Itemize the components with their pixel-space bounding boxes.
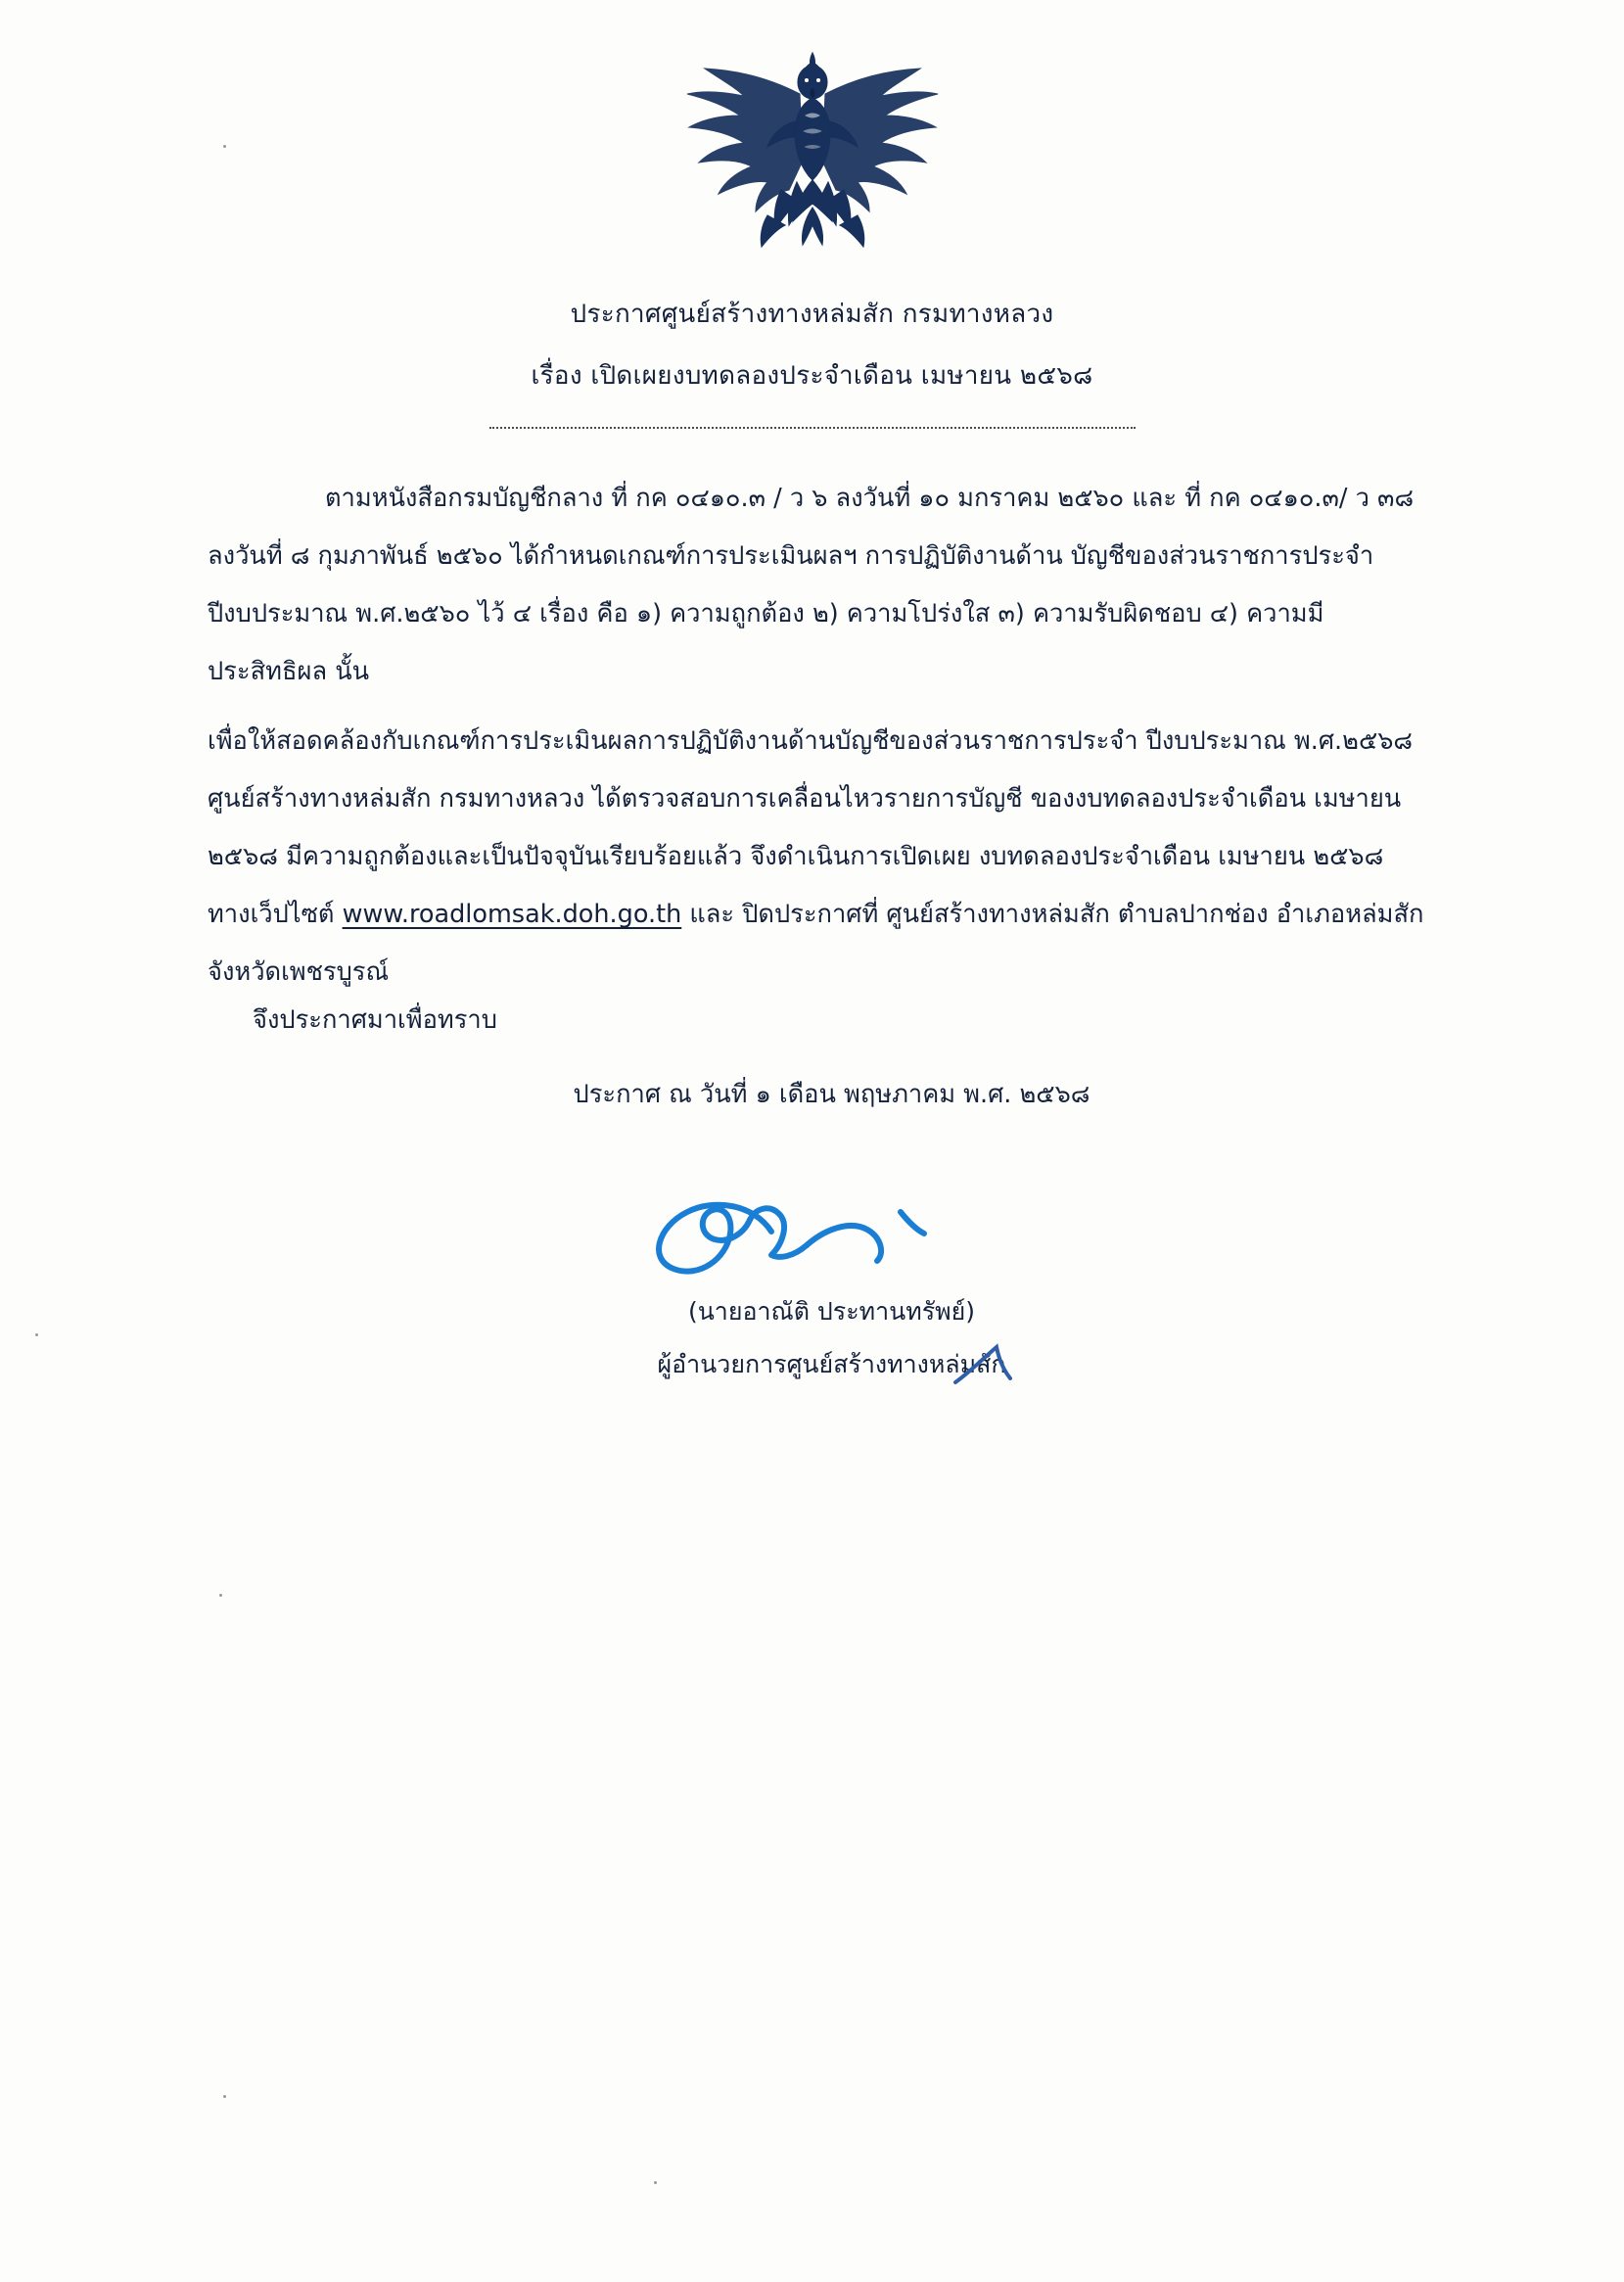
paragraph-1: ตามหนังสือกรมบัญชีกลาง ที่ กค ๐๔๑๐.๓ / ว ๖ ลงวันที่ ๑๐ มกราคม ๒๕๖๐ และ ที่ กค ๐๔๑๐.๓/ ว ๓๘ ลงวันที่ ๘ กุมภาพันธ์ ๒๕๖๐ ได้กำหนดเกณฑ์การประเมินผลฯ การปฏิบัติงานด้าน บัญชีของส่วนราชการประจำปีงบประมาณ พ.ศ.๒๕๖๐ ไว้ ๔ เรื่อง คือ ๑) ความถูกต้อง ๒) ความโปร่งใส ๓) ความรับผิดชอบ ๔) ความมีประสิทธิผล นั้น [208, 484, 1415, 686]
document-header [0, 294, 1624, 396]
website-link[interactable]: www.roadlomsak.doh.go.th [342, 900, 682, 929]
paragraph-2 [208, 713, 1428, 1001]
signer-title [0, 1345, 1624, 1384]
document-body [208, 470, 1428, 1013]
scan-speck [654, 2181, 657, 2184]
signer-name: (นายอาณัติ ประทานทรัพย์) [687, 1297, 976, 1326]
handwritten-signature [607, 1175, 1018, 1282]
garuda-emblem [0, 43, 1624, 268]
dotted-divider [489, 427, 1136, 429]
signature-flourish [950, 1339, 1038, 1388]
signer-title-text: ผู้อำนวยการศูนย์สร้างทางหล่มสัก [657, 1350, 1006, 1378]
announcement-subject: เรื่อง เปิดเผยงบทดลองประจำเดือน เมษายน ๒๕๖๘ [531, 361, 1093, 391]
paragraph-2-part1: เพื่อให้สอดคล้องกับเกณฑ์การประเมินผลการปฏิบัติงานด้านบัญชีของส่วนราชการประจำ ปีงบประมาณ พ.ศ.๒๕๖๘ ศูนย์สร้างทางหล่มสัก กรมทางหลวง ได้ตรวจสอบการเคลื่อนไหวรายการบัญชี ของงบทดลองประจำเดือน เมษายน ๒๕๖๘ มีความถูกต้องและเป็นปัจจุบันเรียบร้อยแล้ว จึงดำเนินการเปิดเผย งบทดลองประจำเดือน เมษายน ๒๕๖๘ ทางเว็ปไซต์ [208, 726, 1414, 929]
signature-block [0, 1175, 1624, 1384]
closing-notice: จึงประกาศมาเพื่อทราบ [253, 1005, 497, 1035]
announcement-title: ประกาศศูนย์สร้างทางหล่มสัก กรมทางหลวง [570, 300, 1054, 329]
scan-speck [223, 2095, 226, 2098]
announcement-date: ประกาศ ณ วันที่ ๑ เดือน พฤษภาคม พ.ศ. ๒๕๖๘ [573, 1080, 1090, 1109]
scan-speck [219, 1594, 222, 1597]
paragraph-2-part2: และ ปิดประกาศที่ ศูนย์สร้างทางหล่มสัก ตำบลปากช่อง อำเภอหล่มสัก จังหวัดเพชรบูรณ์ [208, 900, 1424, 987]
